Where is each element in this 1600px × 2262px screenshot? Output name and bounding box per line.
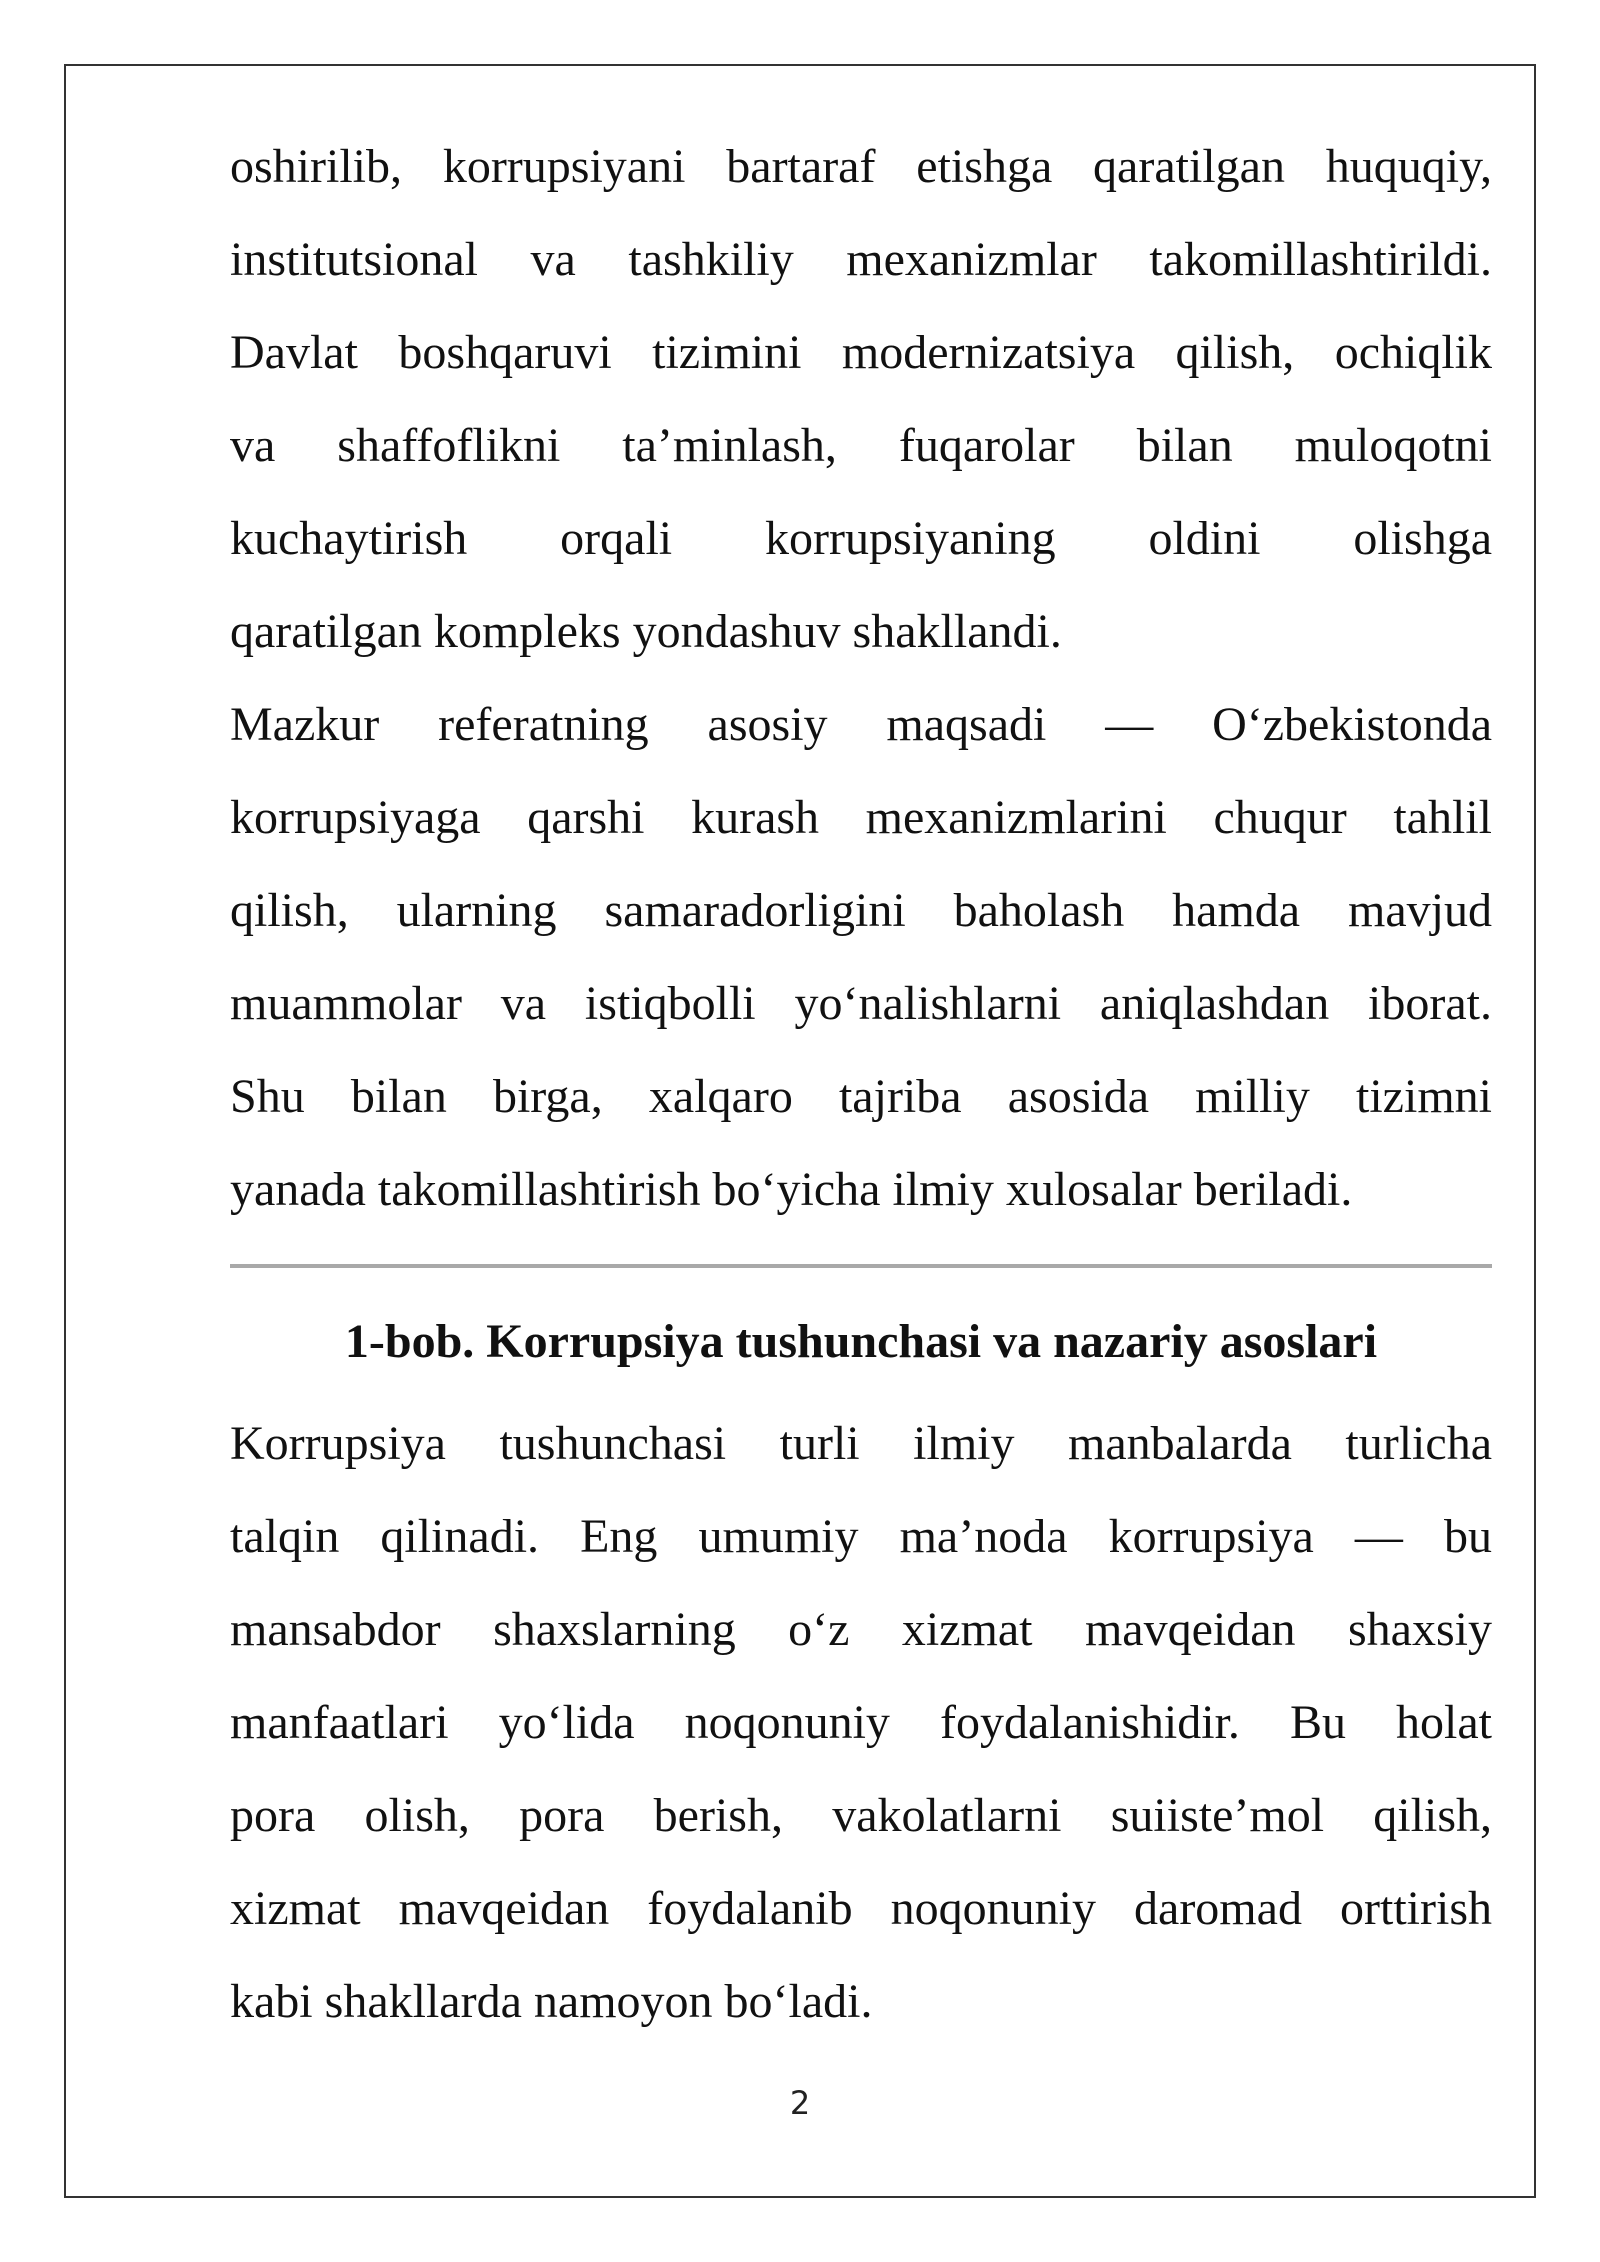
text-line: Shu bilan birga, xalqaro tajriba asosida milliy tizimni xyxy=(230,1070,1492,1123)
text-line: kabi shakllarda namoyon bo‘ladi. xyxy=(230,1975,873,2028)
chapter-heading: 1-bob. Korrupsiya tushunchasi va nazariy asoslari xyxy=(344,1315,1378,1368)
text-line: manfaatlari yo‘lida noqonuniy foydalanishidir. Bu holat xyxy=(230,1696,1492,1749)
text-line: oshirilib, korrupsiyani bartaraf etishga qaratilgan huquqiy, xyxy=(230,140,1492,193)
text-line: qilish, ularning samaradorligini baholash hamda mavjud xyxy=(230,884,1492,937)
text-line: mansabdor shaxslarning o‘z xizmat mavqeidan shaxsiy xyxy=(230,1603,1492,1656)
text-line: korrupsiyaga qarshi kurash mexanizmlarini chuqur tahlil xyxy=(230,791,1492,844)
text-line: xizmat mavqeidan foydalanib noqonuniy daromad orttirish xyxy=(230,1882,1492,1935)
text-line: kuchaytirish orqali korrupsiyaning oldini olishga xyxy=(230,512,1492,565)
text-line: pora olish, pora berish, vakolatlarni suiiste’mol qilish, xyxy=(230,1789,1492,1842)
text-line: talqin qilinadi. Eng umumiy ma’noda korrupsiya — bu xyxy=(230,1510,1492,1563)
text-line: Korrupsiya tushunchasi turli ilmiy manbalarda turlicha xyxy=(230,1417,1492,1470)
paragraph-intro-continued xyxy=(230,120,1492,678)
text-line: muammolar va istiqbolli yo‘nalishlarni aniqlashdan iborat. xyxy=(230,977,1492,1030)
text-line: yanada takomillashtirish bo‘yicha ilmiy xulosalar beriladi. xyxy=(230,1163,1353,1216)
paragraph-purpose xyxy=(230,678,1492,1236)
text-line: qaratilgan kompleks yondashuv shakllandi. xyxy=(230,605,1062,658)
section-divider xyxy=(230,1264,1492,1268)
text-line: Davlat boshqaruvi tizimini modernizatsiya qilish, ochiqlik xyxy=(230,326,1492,379)
paragraph-definition xyxy=(230,1397,1492,2048)
document-body xyxy=(230,120,1492,2048)
page-number: 2 xyxy=(789,2084,811,2122)
text-line: va shaffoflikni ta’minlash, fuqarolar bilan muloqotni xyxy=(230,419,1492,472)
text-line: institutsional va tashkiliy mexanizmlar takomillashtirildi. xyxy=(230,233,1492,286)
text-line: Mazkur referatning asosiy maqsadi — O‘zbekistonda xyxy=(230,698,1492,751)
